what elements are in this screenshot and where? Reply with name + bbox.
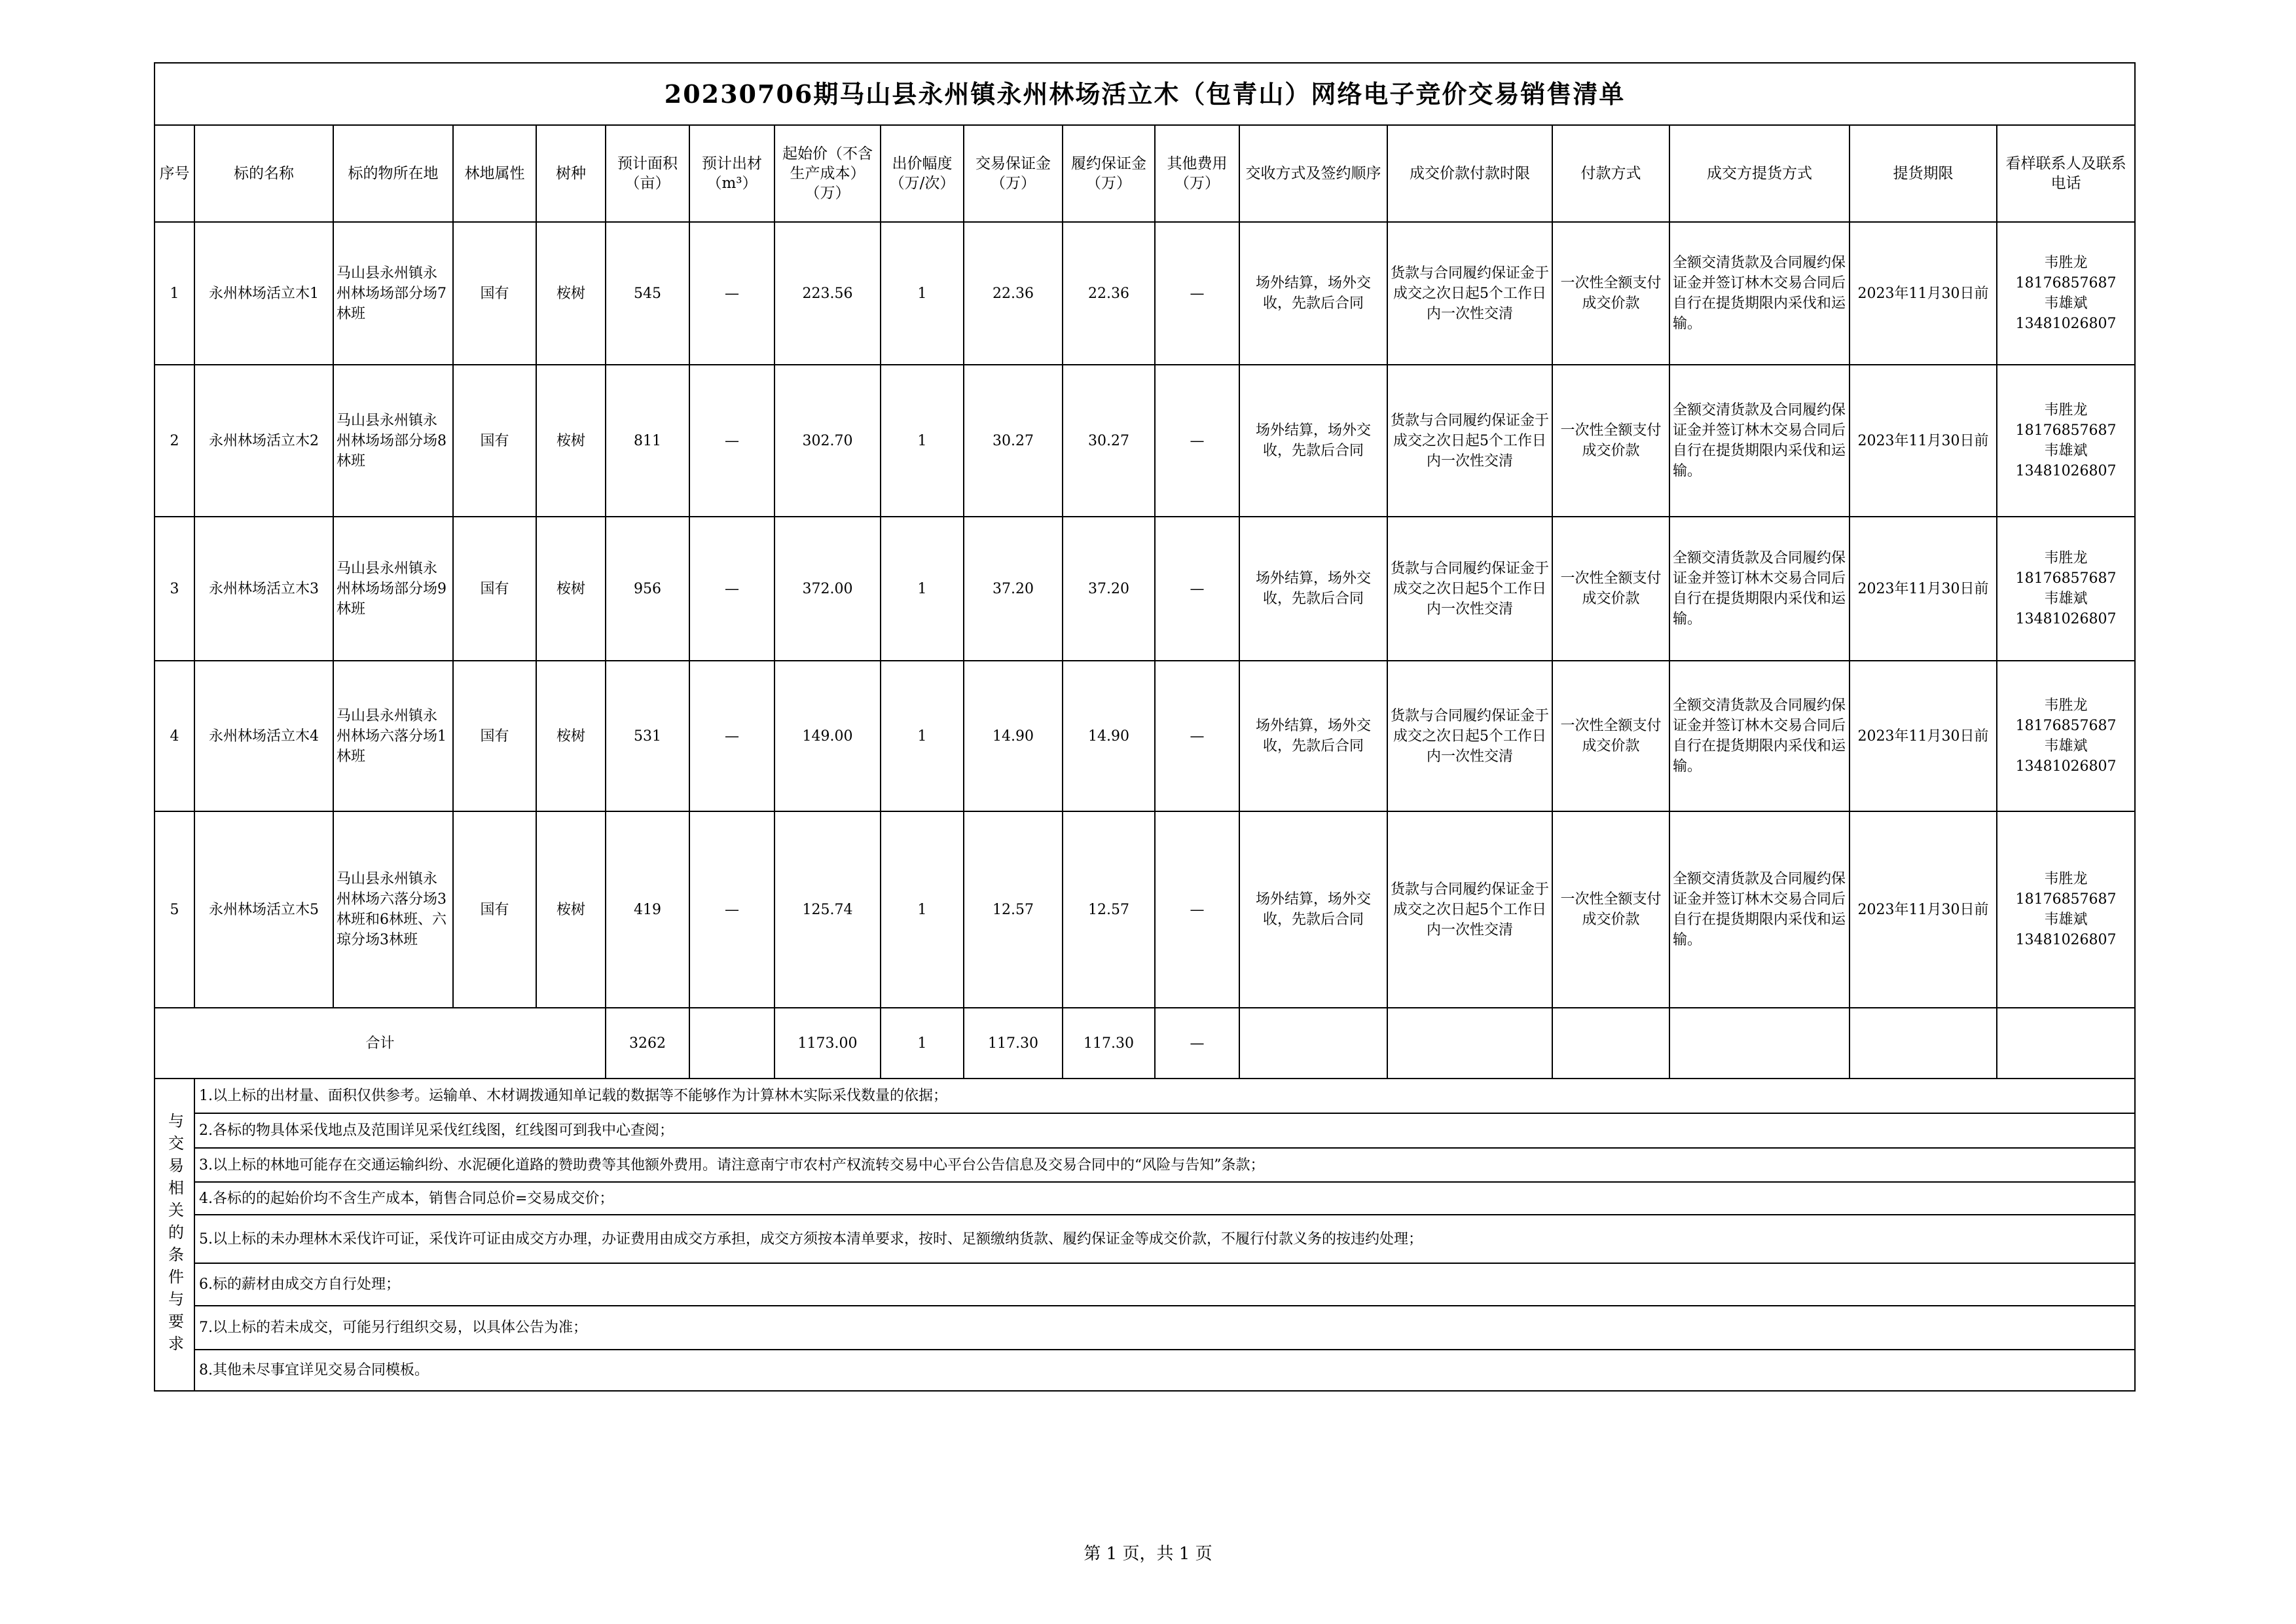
table-row [155, 661, 2135, 811]
estimated-area: 956 [606, 517, 689, 661]
payment-deadline: 货款与合同履约保证金于成交之次日起5个工作日内一次性交清 [1387, 661, 1552, 811]
starting-price: 372.00 [774, 517, 881, 661]
trade-deposit: 30.27 [964, 365, 1063, 517]
total-label: 合计 [155, 1008, 606, 1079]
land-type: 国有 [453, 365, 536, 517]
condition-row [155, 1215, 2135, 1263]
column-header: 交易保证金（万） [964, 125, 1063, 222]
contact-name: 韦雄斌 [2044, 912, 2088, 928]
trade-deposit: 12.57 [964, 811, 1063, 1008]
pickup-deadline: 2023年11月30日前 [1850, 365, 1997, 517]
payment-method: 一次性全额支付成交价款 [1552, 517, 1669, 661]
estimated-area: 419 [606, 811, 689, 1008]
starting-price: 223.56 [774, 222, 881, 365]
column-header: 提货期限 [1850, 125, 1997, 222]
bid-increment: 1 [881, 222, 964, 365]
column-header: 出价幅度（万/次） [881, 125, 964, 222]
condition-row [155, 1306, 2135, 1350]
payment-deadline: 货款与合同履约保证金于成交之次日起5个工作日内一次性交清 [1387, 811, 1552, 1008]
empty-cell [689, 1008, 774, 1079]
contact-phone: 13481026807 [2015, 758, 2117, 775]
pickup-method: 全额交清货款及合同履约保证金并签订林木交易合同后自行在提货期限内采伐和运输。 [1669, 661, 1850, 811]
estimated-volume: — [689, 811, 774, 1008]
column-header: 履约保证金（万） [1063, 125, 1155, 222]
pickup-method: 全额交清货款及合同履约保证金并签订林木交易合同后自行在提货期限内采伐和运输。 [1669, 222, 1850, 365]
estimated-area: 545 [606, 222, 689, 365]
lot-name: 永州林场活立木5 [194, 811, 333, 1008]
trade-deposit: 37.20 [964, 517, 1063, 661]
performance-deposit: 30.27 [1063, 365, 1155, 517]
contact-name: 韦雄斌 [2044, 738, 2088, 754]
contact-name: 韦胜龙 [2044, 255, 2088, 271]
sales-list-table [154, 62, 2136, 1392]
condition-text: 7.以上标的若未成交，可能另行组织交易，以具体公告为准； [194, 1306, 2135, 1350]
other-fees: — [1155, 365, 1239, 517]
empty-cell [1239, 1008, 1387, 1079]
pickup-deadline: 2023年11月30日前 [1850, 661, 1997, 811]
contact-name: 韦雄斌 [2044, 591, 2088, 607]
trade-deposit: 14.90 [964, 661, 1063, 811]
empty-cell [1387, 1008, 1552, 1079]
column-header: 成交方提货方式 [1669, 125, 1850, 222]
condition-text: 2.各标的物具体采伐地点及范围详见采伐红线图，红线图可到我中心查阅； [194, 1113, 2135, 1148]
empty-cell [1850, 1008, 1997, 1079]
bid-increment: 1 [881, 811, 964, 1008]
tree-species: 桉树 [536, 661, 606, 811]
contact-name: 韦胜龙 [2044, 402, 2088, 418]
estimated-area: 531 [606, 661, 689, 811]
payment-method: 一次性全额支付成交价款 [1552, 811, 1669, 1008]
condition-row [155, 1148, 2135, 1182]
performance-deposit: 22.36 [1063, 222, 1155, 365]
contact-phone: 18176857687 [2015, 422, 2117, 439]
delivery-method: 场外结算，场外交收，先款后合同 [1239, 517, 1387, 661]
trade-deposit: 22.36 [964, 222, 1063, 365]
total-row [155, 1008, 2135, 1079]
starting-price: 302.70 [774, 365, 881, 517]
payment-method: 一次性全额支付成交价款 [1552, 661, 1669, 811]
payment-deadline: 货款与合同履约保证金于成交之次日起5个工作日内一次性交清 [1387, 222, 1552, 365]
column-header: 序号 [155, 125, 194, 222]
pickup-deadline: 2023年11月30日前 [1850, 517, 1997, 661]
contact-name: 韦胜龙 [2044, 697, 2088, 714]
lot-name: 永州林场活立木2 [194, 365, 333, 517]
column-header: 起始价（不含生产成本）（万） [774, 125, 881, 222]
estimated-area: 811 [606, 365, 689, 517]
contact-name: 韦雄斌 [2044, 443, 2088, 459]
table-row [155, 811, 2135, 1008]
contact-phone: 18176857687 [2015, 718, 2117, 734]
column-header: 预计面积（亩） [606, 125, 689, 222]
payment-deadline: 货款与合同履约保证金于成交之次日起5个工作日内一次性交清 [1387, 365, 1552, 517]
table-row [155, 365, 2135, 517]
payment-deadline: 货款与合同履约保证金于成交之次日起5个工作日内一次性交清 [1387, 517, 1552, 661]
column-header: 预计出材（m³） [689, 125, 774, 222]
row-number: 2 [155, 365, 194, 517]
bid-increment: 1 [881, 365, 964, 517]
lot-location: 马山县永州镇永州林场场部分场7林班 [333, 222, 453, 365]
lot-location: 马山县永州镇永州林场场部分场8林班 [333, 365, 453, 517]
starting-price: 149.00 [774, 661, 881, 811]
starting-price: 125.74 [774, 811, 881, 1008]
condition-text: 6.标的薪材由成交方自行处理； [194, 1263, 2135, 1306]
column-header: 林地属性 [453, 125, 536, 222]
contact-phone: 18176857687 [2015, 275, 2117, 291]
delivery-method: 场外结算，场外交收，先款后合同 [1239, 811, 1387, 1008]
condition-text: 1.以上标的出材量、面积仅供参考。运输单、木材调拨通知单记载的数据等不能够作为计算林木实际采伐数量的依据； [194, 1079, 2135, 1113]
pickup-method: 全额交清货款及合同履约保证金并签订林木交易合同后自行在提货期限内采伐和运输。 [1669, 811, 1850, 1008]
column-header: 付款方式 [1552, 125, 1669, 222]
total-other-fees: — [1155, 1008, 1239, 1079]
contact-phone: 13481026807 [2015, 463, 2117, 479]
performance-deposit: 12.57 [1063, 811, 1155, 1008]
empty-cell [1997, 1008, 2135, 1079]
land-type: 国有 [453, 222, 536, 365]
other-fees: — [1155, 661, 1239, 811]
pickup-method: 全额交清货款及合同履约保证金并签订林木交易合同后自行在提货期限内采伐和运输。 [1669, 365, 1850, 517]
condition-row [155, 1113, 2135, 1148]
contact-name: 韦雄斌 [2044, 295, 2088, 312]
delivery-method: 场外结算，场外交收，先款后合同 [1239, 661, 1387, 811]
other-fees: — [1155, 222, 1239, 365]
bid-increment: 1 [881, 517, 964, 661]
condition-row [155, 1263, 2135, 1306]
estimated-volume: — [689, 661, 774, 811]
page-footer: 第 1 页，共 1 页 [1084, 1544, 1212, 1564]
row-number: 4 [155, 661, 194, 811]
payment-method: 一次性全额支付成交价款 [1552, 222, 1669, 365]
lot-name: 永州林场活立木4 [194, 661, 333, 811]
contact-info [1997, 811, 2135, 1008]
other-fees: — [1155, 811, 1239, 1008]
column-header: 交收方式及签约顺序 [1239, 125, 1387, 222]
header-row [155, 125, 2135, 222]
estimated-volume: — [689, 222, 774, 365]
contact-phone: 18176857687 [2015, 570, 2117, 587]
row-number: 1 [155, 222, 194, 365]
contact-info [1997, 517, 2135, 661]
contact-phone: 18176857687 [2015, 891, 2117, 908]
performance-deposit: 37.20 [1063, 517, 1155, 661]
lot-location: 马山县永州镇永州林场场部分场9林班 [333, 517, 453, 661]
land-type: 国有 [453, 811, 536, 1008]
performance-deposit: 14.90 [1063, 661, 1155, 811]
condition-row [155, 1079, 2135, 1113]
lot-location: 马山县永州镇永州林场六落分场1林班 [333, 661, 453, 811]
estimated-volume: — [689, 517, 774, 661]
page-title: 20230706期马山县永州镇永州林场活立木（包青山）网络电子竞价交易销售清单 [155, 63, 2135, 125]
pickup-deadline: 2023年11月30日前 [1850, 222, 1997, 365]
condition-text: 3.以上标的林地可能存在交通运输纠纷、水泥硬化道路的赞助费等其他额外费用。请注意南宁市农村产权流转交易中心平台公告信息及交易合同中的“风险与告知”条款； [194, 1148, 2135, 1182]
contact-phone: 13481026807 [2015, 316, 2117, 332]
row-number: 5 [155, 811, 194, 1008]
condition-row [155, 1350, 2135, 1391]
estimated-volume: — [689, 365, 774, 517]
condition-text: 4.各标的的起始价均不含生产成本，销售合同总价=交易成交价； [194, 1182, 2135, 1215]
land-type: 国有 [453, 661, 536, 811]
contact-phone: 13481026807 [2015, 932, 2117, 948]
pickup-deadline: 2023年11月30日前 [1850, 811, 1997, 1008]
lot-location: 马山县永州镇永州林场六落分场3林班和6林班、六琼分场3林班 [333, 811, 453, 1008]
tree-species: 桉树 [536, 811, 606, 1008]
contact-phone: 13481026807 [2015, 611, 2117, 627]
tree-species: 桉树 [536, 222, 606, 365]
total-deposit: 117.30 [964, 1008, 1063, 1079]
condition-row [155, 1182, 2135, 1215]
pickup-method: 全额交清货款及合同履约保证金并签订林木交易合同后自行在提货期限内采伐和运输。 [1669, 517, 1850, 661]
empty-cell [1669, 1008, 1850, 1079]
row-number: 3 [155, 517, 194, 661]
lot-name: 永州林场活立木3 [194, 517, 333, 661]
total-performance-deposit: 117.30 [1063, 1008, 1155, 1079]
table-row [155, 222, 2135, 365]
total-price: 1173.00 [774, 1008, 881, 1079]
land-type: 国有 [453, 517, 536, 661]
conditions-side-label: 与交易相关的条件与要求 [155, 1079, 194, 1391]
column-header: 标的名称 [194, 125, 333, 222]
empty-cell [1552, 1008, 1669, 1079]
column-header: 其他费用（万） [1155, 125, 1239, 222]
tree-species: 桉树 [536, 517, 606, 661]
condition-text: 8.其他未尽事宜详见交易合同模板。 [194, 1350, 2135, 1391]
column-header: 树种 [536, 125, 606, 222]
contact-info [1997, 222, 2135, 365]
total-step: 1 [881, 1008, 964, 1079]
contact-name: 韦胜龙 [2044, 871, 2088, 887]
contact-name: 韦胜龙 [2044, 550, 2088, 566]
lot-name: 永州林场活立木1 [194, 222, 333, 365]
delivery-method: 场外结算，场外交收，先款后合同 [1239, 365, 1387, 517]
condition-text: 5.以上标的未办理林木采伐许可证，采伐许可证由成交方办理，办证费用由成交方承担，成交方须按本清单要求，按时、足额缴纳货款、履约保证金等成交价款，不履行付款义务的按违约处理； [194, 1215, 2135, 1263]
total-area: 3262 [606, 1008, 689, 1079]
payment-method: 一次性全额支付成交价款 [1552, 365, 1669, 517]
column-header: 标的物所在地 [333, 125, 453, 222]
tree-species: 桉树 [536, 365, 606, 517]
bid-increment: 1 [881, 661, 964, 811]
column-header: 成交价款付款时限 [1387, 125, 1552, 222]
other-fees: — [1155, 517, 1239, 661]
contact-info [1997, 365, 2135, 517]
column-header: 看样联系人及联系电话 [1997, 125, 2135, 222]
contact-info [1997, 661, 2135, 811]
table-row [155, 517, 2135, 661]
delivery-method: 场外结算，场外交收，先款后合同 [1239, 222, 1387, 365]
